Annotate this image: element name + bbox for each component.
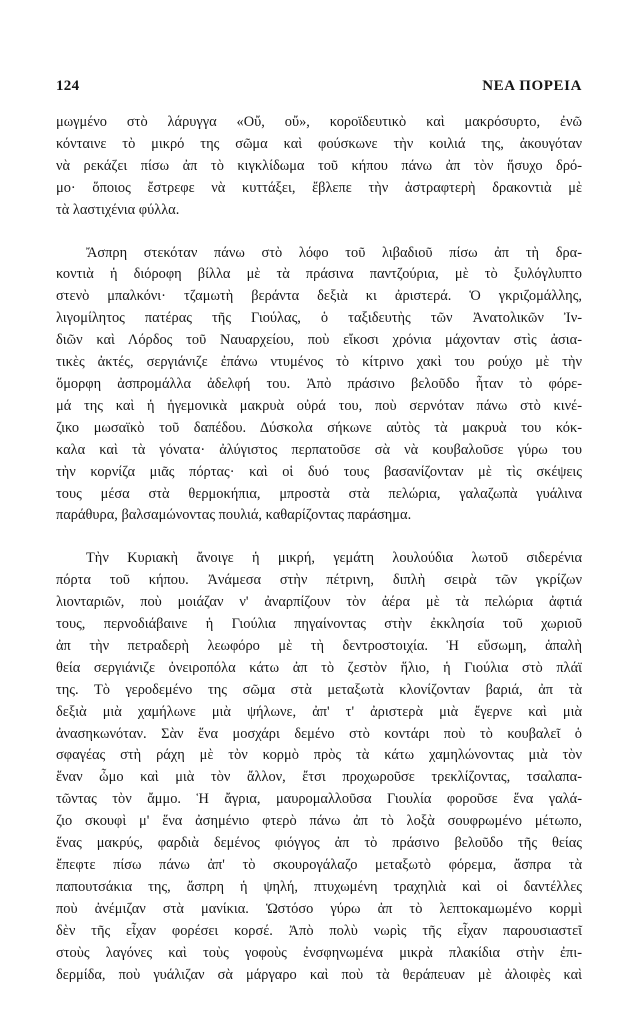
text-line: παράθυρα, βαλσαμώνοντας πουλιά, καθαρίζοντας παράσημα. [56,507,412,524]
text-line: δὲν τῆς εἶχαν φορέσει κορσέ. Ἀπὸ πολὺ νωρὶς τῆς εἶχαν παρουσιαστεῖ [56,922,582,939]
text-line: μο· ὅποιος ἔστρεφε νὰ κυττάξει, ἔβλεπε τὴν ἀστραφτερὴ δρακοντιὰ μὲ [56,179,582,196]
text-line: δεξιὰ μιὰ χαμήλωνε μιὰ ψήλωνε, ἀπ' τ' ἀριστερὰ μιὰ ἔγερνε καὶ μιὰ [56,703,582,720]
text-line: Ἄσπρη στεκόταν πάνω στὸ λόφο τοῦ λιβαδιοῦ πίσω ἀπ τὴ δρα- [86,244,582,261]
text-line: νὰ ρεκάζει πίσω ἀπ τὸ κιγκλίδωμα τοῦ κήπου πάνω ἀπ τὸν ἥσυχο δρό- [56,157,582,174]
text-line: ζικο μωσαϊκὸ τοῦ δαπέδου. Δύσκολα σήκωνε αὐτὸς τὰ μακρυὰ του κόκ- [56,419,582,436]
text-line: διῶν καὶ Λόρδος τοῦ Ναυαρχείου, ποὺ εἴκοσι χρόνια μάχονταν στὶς ἀσια- [56,332,582,349]
text-line: ὅμορφη ἀσπρομάλλα ἀδελφή του. Ἀπὸ πράσινο βελοῦδο ἦταν τὸ φόρε- [56,375,582,392]
text-line: στοὺς λαγόνες καὶ τοὺς γοφοὺς ἐνσφηνωμένα μικρὰ πλακίδια στὴν ἐπι- [56,944,582,961]
paragraph-1 [56,112,582,222]
text-line: παπουτσάκια της, ἄσπρη ἡ ψηλή, πτυχωμένη τραχηλιὰ καὶ οἱ δαντέλλες [56,878,582,895]
text-line: καλα καὶ τὰ γόνατα· ἀλύγιστος περπατοῦσε σὰ νὰ κουβαλοῦσε γύρω του [56,441,582,458]
text-line: τους μέσα στὰ θερμοκήπια, μπροστὰ στὰ πελώρια, γαλαζωπὰ γυάλινα [56,485,582,502]
text-line: ἕνας μακρύς, φαρδιὰ δεμένος φιόγγος ἀπ τὸ πράσινο βελοῦδο τῆς θείας [56,835,582,852]
text-line: δερμίδα, ποὺ γυάλιζαν σὰ μάργαρο καὶ ποὺ τὰ θεράπευαν μὲ ἀλοιφὲς καὶ [56,966,582,983]
book-page [56,78,582,986]
text-line: λιονταριῶν, ποὺ μοιάζαν ν' ἀναρπίζουν τὸν ἀέρα μὲ τὰ πελώρια ἀφτιά [56,594,582,611]
text-line: τὴν κορνίζα μιᾶς πόρτας· καὶ οἱ δυό τους βασανίζονταν μὲ τὶς σκέψεις [56,463,582,480]
text-line: ἔπεφτε πίσω πάνω ἀπ' τὸ σκουρογάλαζο μεταξωτὸ φόρεμα, ἄσπρα τὰ [56,857,582,873]
text-line: στενὸ μπαλκόνι· τζαμωτὴ βεράντα δεξιὰ κι ἀριστερά. Ὁ γκριζομάλλης, [56,288,582,305]
text-line: ἀπ τὴν πετραδερὴ λεωφόρο μὲ τὴ δεντροστοιχία. Ἡ εὔσωμη, ἁπαλὴ [56,637,582,654]
running-head: ΝΕΑ ΠΟΡΕΙΑ [482,78,582,94]
text-line: Τὴν Κυριακὴ ἄνοιγε ἡ μικρή, γεμάτη λουλούδια λωτοῦ σιδερένια [86,550,582,567]
text-line: θεία σεργιάνιζε ὀνειροπόλα κάτω ἀπ τὸ ζεστὸν ἥλιο, ἡ Γιούλια στὸ πλάϊ [56,659,582,676]
text-line: τικὲς ἀκτές, σεργιάνιζε ἐπάνω ντυμένος τὸ κίτρινο χακὶ του ρούχο μὲ τὴν [56,354,582,371]
text-line: λιγομίλητος πατέρας τῆς Γιούλας, ὁ ταξιδευτὴς τῶν Ἀνατολικῶν Ἰν- [56,310,582,327]
text-line: τὰ λαστιχένια φύλλα. [56,201,180,218]
text-line: μά της καὶ ἡ ἡγεμονικὰ μακρυὰ οὐρά του, ποὺ σερνόταν πάνω στὸ κινέ- [56,397,582,414]
page-header [56,78,582,112]
text-line: της. Τὸ γεροδεμένο της σῶμα στὰ μεταξωτὰ κλονίζονταν βαριά, ἀπ τὰ [56,681,582,698]
text-line: ἕναν ὦμο καὶ μιὰ τὸν ἄλλον, ἔτσι προχωροῦσε τρεκλίζοντας, τσαλαπα- [56,769,582,786]
text-line: μωγμένο στὸ λάρυγγα «Οὔ, οὔ», κοροϊδευτικὸ καὶ μακρόσυρτο, ἐνῶ [56,114,582,130]
text-line: κοντιὰ ἡ διόροφη βίλλα μὲ τὰ πράσινα παντζούρια, μὲ τὸ ξυλόγλυπτο [56,266,582,283]
text-line: ἀνασηκωνόταν. Σὰν ἕνα μοσχάρι δεμένο στὸ κοντάρι ποὺ τὸ κουβαλεῖ ὁ [56,725,582,742]
text-line: σφαγέας στὴ ράχη μὲ τὸν κορμὸ πρὸς τὰ κάτω χαμηλώνοντας μιὰ τὸν [56,747,582,764]
text-line: ποὺ ἀνέμιζαν στὰ μανίκια. Ὡστόσο γύρω ἀπ τὸ λεπτοκαμωμένο κορμὶ [56,900,582,917]
text-line: τῶντας τὸν ἄμμο. Ἡ ἄγρια, μαυρομαλλοῦσα Γιουλία φοροῦσε ἕνα γαλά- [56,791,582,808]
text-line: ζιο σκουφὶ μ' ἕνα ἀσημένιο φτερὸ πάνω ἀπ τὸ λοξὰ σουφρωμένο μέτωπο, [56,813,582,830]
text-line: τους, περνοδιάβαινε ἡ Γιούλια πηγαίνοντας στὴν ἐκκλησία τοῦ χωριοῦ [56,616,582,633]
paragraph-2 [56,243,582,528]
text-line: πόρτα τοῦ κήπου. Ἀνάμεσα στὴν πέτρινη, διπλὴ σειρὰ τῶν γκρίζων [56,572,582,589]
page-number: 124 [56,78,80,94]
text-line: κόνταινε τὸ μικρό της σῶμα καὶ φούσκωνε τὴν κοιλιά της, ἀκουγόταν [56,135,582,152]
paragraph-3 [56,548,582,986]
